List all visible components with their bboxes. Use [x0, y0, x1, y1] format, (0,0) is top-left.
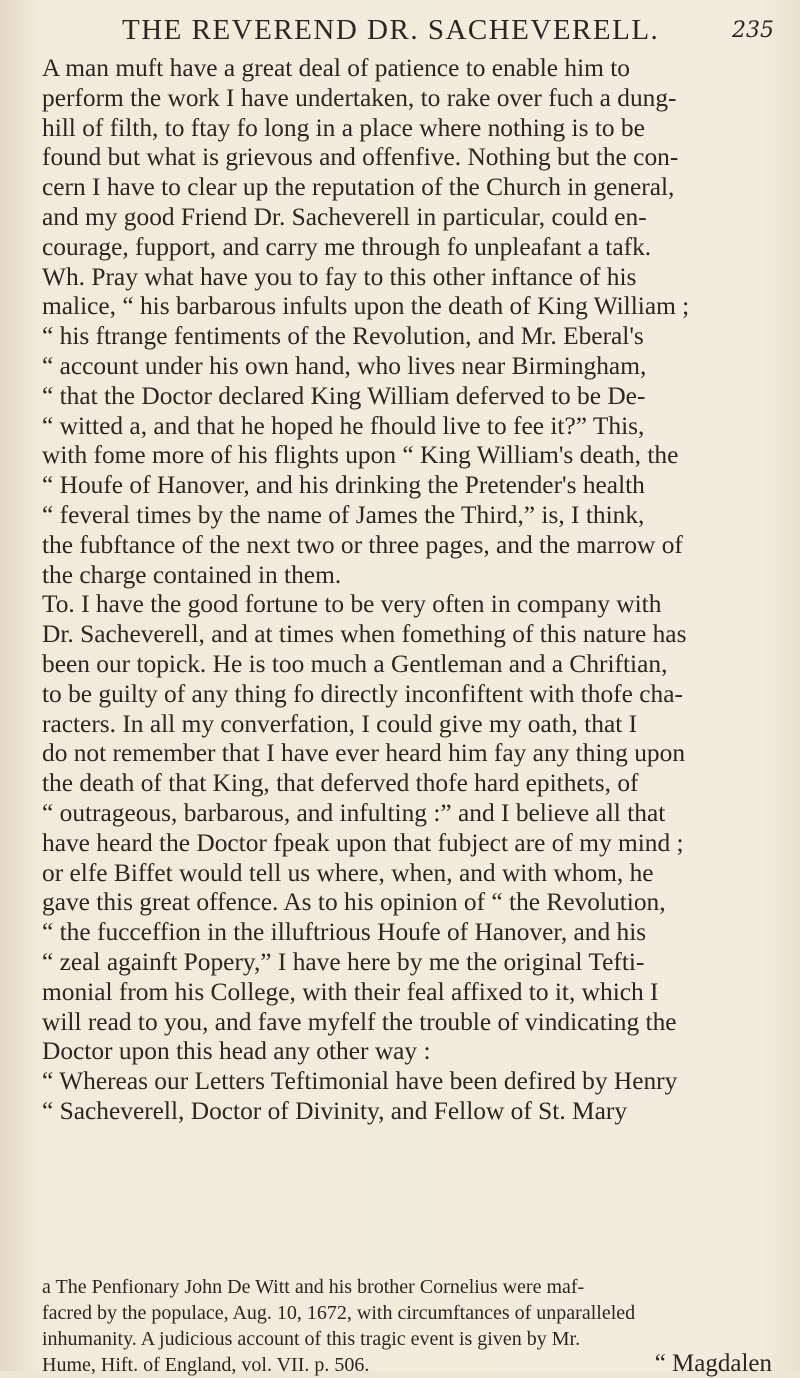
running-head: THE REVEREND DR. SACHEVERELL. — [122, 14, 660, 46]
text-line: “ outrageous, barbarous, and infulting :” and I believe all that — [42, 798, 666, 827]
text-line: gave this great offence. As to his opinion of “ the Revolution, — [42, 888, 666, 917]
text-line: “ his ftrange fentiments of the Revolution, and Mr. Eberal's — [42, 322, 644, 351]
text-line: “ account under his own hand, who lives near Birmingham, — [42, 351, 647, 380]
text-line: perform the work I have undertaken, to rake over fuch a dung- — [42, 83, 677, 112]
text-line: to be guilty of any thing fo directly inconfiftent with thofe cha- — [42, 679, 683, 708]
footnote-line: facred by the populace, Aug. 10, 1672, with circumftances of unparalleled — [42, 1302, 636, 1324]
text-line: “ Sacheverell, Doctor of Divinity, and Fellow of St. Mary — [42, 1096, 628, 1125]
text-line: To. I have the good fortune to be very often in company with — [42, 590, 662, 619]
text-line: have heard the Doctor fpeak upon that fubject are of my mind ; — [42, 828, 684, 857]
text-line: courage, fupport, and carry me through fo unpleafant a tafk. — [42, 232, 652, 261]
text-line: “ that the Doctor declared King William deferved to be De- — [42, 381, 646, 410]
text-line: cern I have to clear up the reputation of the Church in general, — [42, 173, 675, 202]
text-line: the death of that King, that deferved thofe hard epithets, of — [42, 769, 639, 798]
text-line: Doctor upon this head any other way : — [42, 1037, 431, 1066]
text-line: racters. In all my converfation, I could give my oath, that I — [42, 709, 638, 738]
text-line: will read to you, and fave myfelf the trouble of vindicating the — [42, 1007, 677, 1036]
text-line: A man muft have a great deal of patience to enable him to — [42, 54, 630, 82]
footnote-line: Hume, Hift. of England, vol. VII. p. 506. — [42, 1354, 370, 1376]
text-line: and my good Friend Dr. Sacheverell in particular, could en- — [42, 202, 647, 231]
catchword: “ Magdalen — [654, 1350, 772, 1377]
text-line: malice, “ his barbarous infults upon the death of King William ; — [42, 292, 690, 321]
text-line: monial from his College, with their feal affixed to it, which I — [42, 977, 659, 1006]
body-text — [42, 54, 774, 1127]
text-line: been our topick. He is too much a Gentleman and a Chriftian, — [42, 649, 668, 678]
text-line: “ witted a, and that he hoped he fhould live to fee it?” This, — [42, 411, 645, 440]
text-line: Wh. Pray what have you to fay to this other inftance of his — [42, 262, 637, 291]
text-line: the charge contained in them. — [42, 560, 342, 589]
text-line: “ feveral times by the name of James the Third,” is, I think, — [42, 500, 645, 529]
text-line: “ Houfe of Hanover, and his drinking the Pretender's health — [42, 471, 645, 500]
text-line: the fubftance of the next two or three pages, and the marrow of — [42, 530, 683, 559]
text-line: Dr. Sacheverell, and at times when fomething of this nature has — [42, 620, 687, 649]
footnote-line: a The Penfionary John De Witt and his brother Cornelius were maf- — [42, 1276, 585, 1298]
text-line: found but what is grievous and offenfive. Nothing but the con- — [42, 143, 679, 172]
text-line: hill of filth, to ftay fo long in a place where nothing is to be — [42, 113, 645, 142]
text-line: “ zeal againft Popery,” I have here by me the original Tefti- — [42, 947, 645, 976]
footnote-line: inhumanity. A judicious account of this tragic event is given by Mr. — [42, 1328, 581, 1350]
text-line: “ Whereas our Letters Teftimonial have been defired by Henry — [42, 1067, 678, 1096]
text-line: or elfe Biffet would tell us where, when, and with whom, he — [42, 858, 654, 887]
text-line: do not remember that I have ever heard him fay any thing upon — [42, 739, 686, 768]
text-line: “ the fucceffion in the illuftrious Houfe of Hanover, and his — [42, 918, 647, 947]
page-header — [0, 14, 800, 54]
text-line: with fome more of his flights upon “ King William's death, the — [42, 441, 679, 470]
page-number: 235 — [732, 18, 774, 43]
